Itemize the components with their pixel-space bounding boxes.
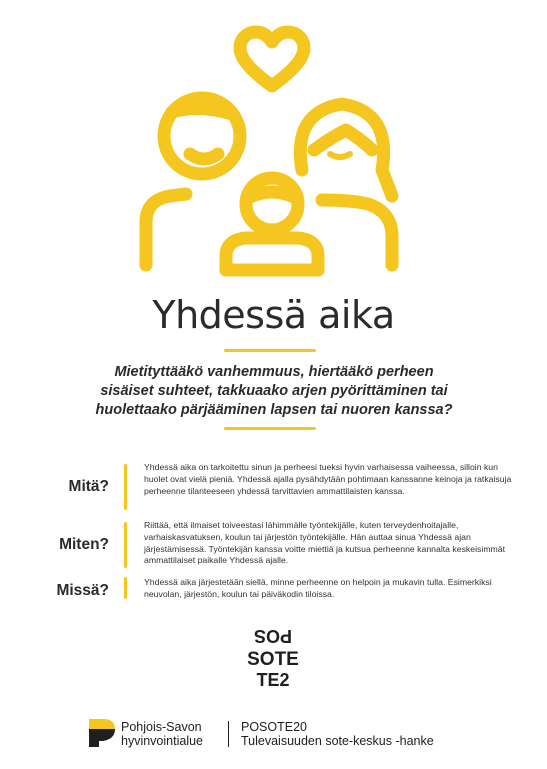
section-question: Mitä? <box>68 478 109 495</box>
posote-logo <box>238 620 308 690</box>
intro-underline <box>224 427 316 430</box>
hyvinvointialue-logo-icon <box>87 717 117 749</box>
footer-project <box>241 720 434 748</box>
posote-logo-line3: TE2 <box>256 670 290 690</box>
family-illustration <box>0 0 547 290</box>
section-answer: Riittää, että ilmaiset toiveestasi lähimmälle työntekijälle, kuten terveydenhoitajalle, varhaiskasvatuksen, koulun tai järjestön työntekijälle. Hän auttaa sinua Yhdessä ajan järjestämisessä. Työntekijän kanssa voitte miettiä ja kutsua perheenne kannalta keskeisimmät ammattilaiset paikalle Yhdessä ajalle. <box>144 520 506 566</box>
heart-icon <box>240 32 304 86</box>
footer-separator <box>228 721 229 747</box>
mother-body <box>322 200 392 265</box>
section-answer: Yhdessä aika on tarkoitettu sinun ja perheesi tueksi hyvin varhaisessa vaiheessa, silloin kun huolet ovat vielä pieniä. Yhdessä ajalla pysähdytään pohtimaan kanssanne keinoja ja ratkaisuja perheenne tilanteeseen yhdessä tarvittavien ammattilaisten kanssa. <box>144 462 512 496</box>
footer-org-line2: hyvinvointialue <box>121 734 203 748</box>
section-question: Miten? <box>59 536 109 553</box>
intro-text: Mietityttääkö vanhemmuus, hiertääkö perheen sisäiset suhteet, takkuaako arjen pyörittäminen tai huolettaako pärjääminen lapsen tai nuoren kanssa? <box>95 364 453 418</box>
posote-logo-line1: POS <box>253 626 293 646</box>
section-bar <box>124 577 127 599</box>
footer-org-line1: Pohjois-Savon <box>121 720 202 734</box>
section-answer: Yhdessä aika järjestetään siellä, minne perheenne on helpoin ja mukavin tulla. Esimerkiksi neuvolan, järjestön, koulun tai päiväkodin tiloissa. <box>144 577 492 599</box>
title-underline <box>224 349 316 352</box>
section-question: Missä? <box>56 582 109 599</box>
page-title: Yhdessä aika <box>152 293 395 337</box>
section-bar <box>124 464 127 510</box>
footer-project-line1: POSOTE20 <box>241 720 307 734</box>
posote-logo-line2: SOTE <box>247 649 299 670</box>
father-body <box>146 194 186 265</box>
footer-project-line2: Tulevaisuuden sote-keskus -hanke <box>241 734 434 748</box>
section-bar <box>124 522 127 568</box>
footer-organization <box>121 720 203 748</box>
